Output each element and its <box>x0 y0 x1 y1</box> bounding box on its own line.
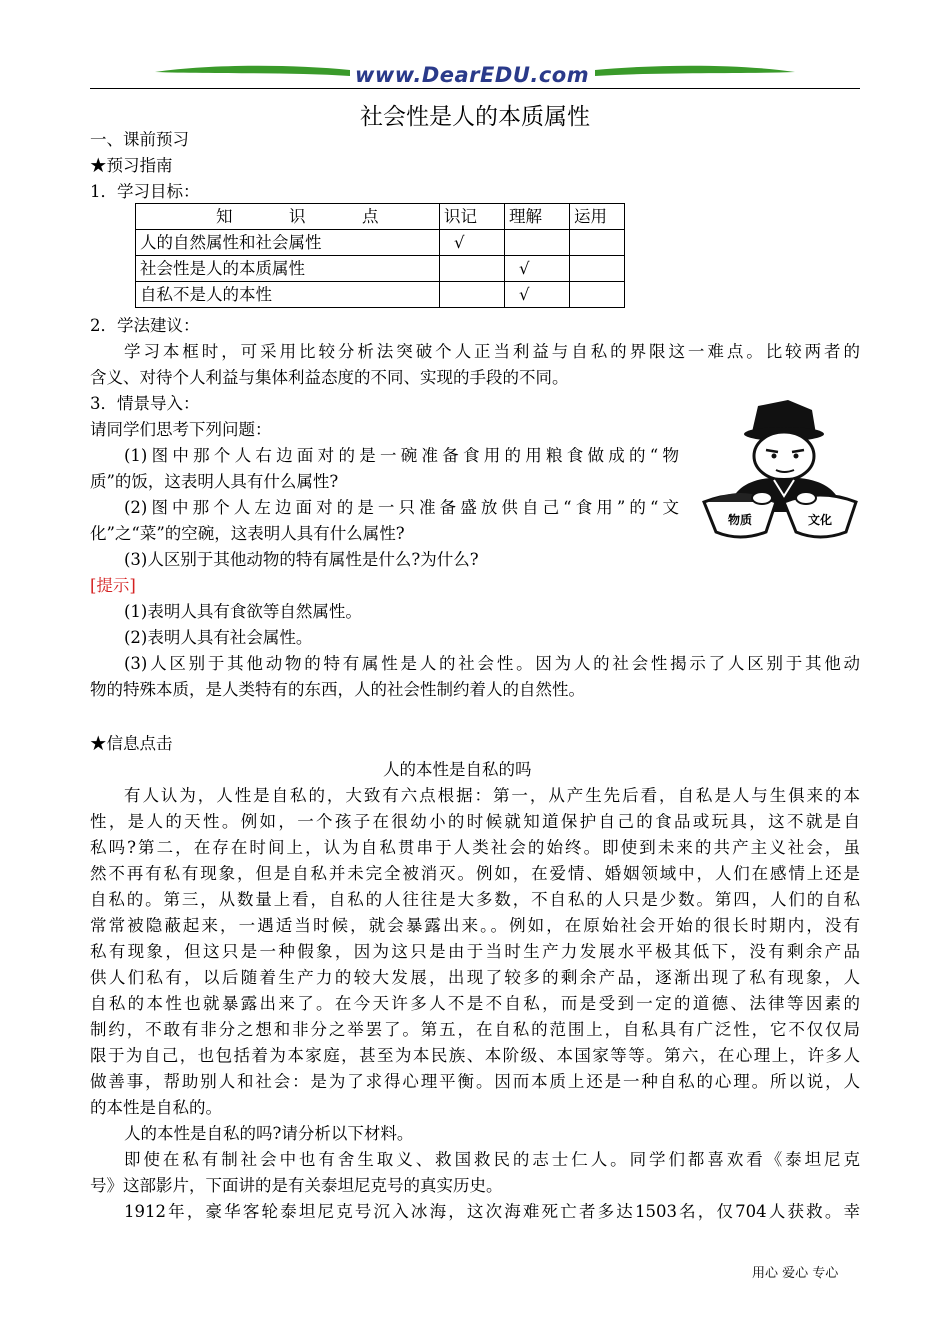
question-line: 化”之“菜”的空碗，这表明人具有什么属性? <box>90 524 405 543</box>
paragraph-line: 私有现象，但这只是一种假象，因为这只是由于当时生产力发展水平极其低下，没有剩余产品 <box>90 942 860 961</box>
paragraph-line: 人的本性是自私的吗?请分析以下材料。 <box>124 1124 414 1143</box>
table-cell <box>570 282 625 308</box>
table-row <box>136 230 625 256</box>
question-line: (3)人区别于其他动物的特有属性是什么?为什么? <box>124 550 479 569</box>
answer-line: 物的特殊本质，是人类特有的东西，人的社会性制约着人的自然性。 <box>90 680 585 699</box>
paragraph-line: 号》这部影片，下面讲的是有关泰坦尼克号的真实历史。 <box>90 1176 503 1195</box>
table-header-cell: 运用 <box>570 204 625 230</box>
paragraph-line: 私吗?第二，在存在时间上，认为自私贯串于人类社会的始终。即使到未来的共产主义社会，虽 <box>90 838 860 857</box>
goals-label: 1．学习目标： <box>90 182 200 201</box>
table-cell <box>505 230 570 256</box>
paragraph-line: 的本性是自私的。 <box>90 1098 222 1117</box>
question-line: (1)图中那个人右边面对的是一碗准备食用的用粮食做成的“物 <box>124 446 679 465</box>
person-with-bowls-illustration <box>700 392 860 544</box>
paragraph-line: 1912年，豪华客轮泰坦尼克号沉入冰海，这次海难死亡者多达1503名，仅704人获救。幸 <box>124 1202 860 1221</box>
method-label: 2．学法建议： <box>90 316 200 335</box>
paragraph-line: 含义、对待个人利益与集体利益态度的不同、实现的手段的不同。 <box>90 368 569 387</box>
table-row <box>136 256 625 282</box>
header-site-name: www.DearEDU.com <box>355 63 590 87</box>
page-title: 社会性是人的本质属性 <box>360 104 590 130</box>
paragraph-line: 然不再有私有现象，但是自私并未完全被消灭。例如，在爱情、婚姻领域中，人们在感情上还是 <box>90 864 860 883</box>
answer-line: (1)表明人具有食欲等自然属性。 <box>124 602 362 621</box>
bowl-label-right: 文化 <box>807 513 833 527</box>
table-row <box>136 282 625 308</box>
info-heading: ★信息点击 <box>90 734 173 753</box>
table-cell <box>440 282 505 308</box>
learning-goals-table <box>135 203 625 308</box>
paragraph-line: 限于为自己，也包括着为本家庭，甚至为本民族、本阶级、本国家等等。第六，在心理上，许多人 <box>90 1046 860 1065</box>
section-heading: 一、课前预习 <box>90 130 189 149</box>
answer-line: (2)表明人具有社会属性。 <box>124 628 313 647</box>
bowl-label-left: 物质 <box>727 513 753 527</box>
paragraph-line: 常常被隐蔽起来，一遇适当时候，就会暴露出来。。例如，在原始社会开始的很长时期内，没有 <box>90 916 860 935</box>
table-cell: √ <box>505 282 570 308</box>
paragraph-line: 自私的。第三，从数量上看，自私的人往往是大多数，不自私的人只是少数。第四，人们的自私 <box>90 890 860 909</box>
table-header-cell: 理解 <box>505 204 570 230</box>
paragraph-line: 性，是人的天性。例如，一个孩子在很幼小的时候就知道保护自己的食品或玩具，这不就是自 <box>90 812 860 831</box>
table-header-row <box>136 204 625 230</box>
table-header-cell: 知 识 点 <box>136 204 440 230</box>
paragraph-line: 有人认为，人性是自私的，大致有六点根据：第一，从产生先后看，自私是人与生俱来的本 <box>124 786 860 805</box>
paragraph-line: 制约，不敢有非分之想和非分之举罢了。第五，在自私的范围上，自私具有广泛性，它不仅仅局 <box>90 1020 860 1039</box>
page-footer: 用心 爱心 专心 <box>752 1266 839 1281</box>
scene-intro: 请同学们思考下列问题： <box>90 420 272 439</box>
table-cell: 人的自然属性和社会属性 <box>136 230 440 256</box>
paragraph-line: 学习本框时，可采用比较分析法突破个人正当利益与自私的界限这一难点。比较两者的 <box>124 342 860 361</box>
paragraph-line: 供人们私有，以后随着生产力的较大发展，出现了较多的剩余产品，逐渐出现了私有现象，人 <box>90 968 860 987</box>
paragraph-line: 即使在私有制社会中也有舍生取义、救国救民的志士仁人。同学们都喜欢看《泰坦尼克 <box>124 1150 860 1169</box>
table-cell: 社会性是人的本质属性 <box>136 256 440 282</box>
table-cell: √ <box>505 256 570 282</box>
info-subtitle: 人的本性是自私的吗 <box>383 760 532 779</box>
table-cell <box>440 256 505 282</box>
table-cell: √ <box>440 230 505 256</box>
question-line: 质”的饭，这表明人具有什么属性? <box>90 472 339 491</box>
guide-heading: ★预习指南 <box>90 156 173 175</box>
table-cell <box>570 230 625 256</box>
paragraph-line: 做善事，帮助别人和社会：是为了求得心理平衡。因而本质上还是一种自私的心理。所以说，人 <box>90 1072 860 1091</box>
hint-label: [提示] <box>90 576 136 595</box>
answer-line: (3)人区别于其他动物的特有属性是人的社会性。因为人的社会性揭示了人区别于其他动 <box>124 654 860 673</box>
table-cell: 自私不是人的本性 <box>136 282 440 308</box>
question-line: (2)图中那个人左边面对的是一只准备盛放供自己“食用”的“文 <box>124 498 679 517</box>
scene-label: 3．情景导入： <box>90 394 200 413</box>
header-divider <box>90 88 860 89</box>
paragraph-line: 自私的本性也就暴露出来了。在今天许多人不是不自私，而是受到一定的道德、法律等因素的 <box>90 994 860 1013</box>
table-cell <box>570 256 625 282</box>
table-header-cell: 识记 <box>440 204 505 230</box>
